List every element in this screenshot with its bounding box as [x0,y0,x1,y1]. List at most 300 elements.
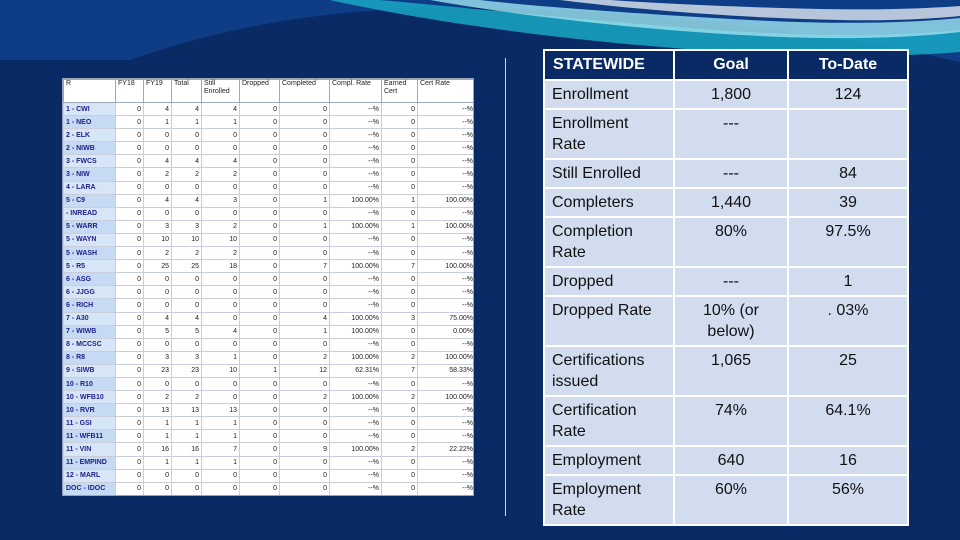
regional-cell: --% [330,469,382,482]
stat-goal: --- [674,159,788,188]
regional-cell: 0 [116,443,144,456]
statewide-row [544,80,908,109]
regional-cell: 62.31% [330,364,382,377]
regional-cell: --% [418,129,475,142]
regional-cell: 1 [280,220,330,233]
regional-cell: 100.00% [330,443,382,456]
regional-cell: 0 [240,233,280,246]
regional-cell: --% [418,299,475,312]
regional-header-cell: FY19 [144,80,172,103]
regional-cell: --% [330,377,382,390]
regional-row-label: 3 - FWCS [64,155,116,168]
stat-to-date: 97.5% [788,217,908,267]
regional-cell: 1 [172,430,202,443]
regional-cell: --% [418,456,475,469]
regional-cell: 0 [280,103,330,116]
regional-row-label: 10 - RVR [64,404,116,417]
regional-row [64,286,475,299]
regional-cell: 5 [144,325,172,338]
regional-cell: 0 [144,181,172,194]
regional-cell: --% [418,430,475,443]
regional-cell: 0 [280,181,330,194]
regional-cell: 3 [382,312,418,325]
statewide-row [544,188,908,217]
regional-cell: 0 [280,404,330,417]
regional-row-label: 8 - MCCSC [64,338,116,351]
regional-cell: 0 [280,286,330,299]
regional-cell: 0 [144,129,172,142]
regional-row [64,377,475,390]
regional-cell: 0 [172,299,202,312]
regional-row-label: 10 - WFB10 [64,391,116,404]
regional-cell: --% [330,273,382,286]
regional-cell: 7 [202,443,240,456]
regional-cell: 0 [172,207,202,220]
regional-cell: 0 [382,116,418,129]
regional-header-cell: Dropped [240,80,280,103]
regional-cell: 5 [172,325,202,338]
regional-row [64,430,475,443]
regional-cell: 0 [240,469,280,482]
regional-cell: 0.00% [418,325,475,338]
regional-cell: 1 [172,456,202,469]
regional-cell: 0 [280,273,330,286]
stat-to-date: 124 [788,80,908,109]
regional-cell: 18 [202,260,240,273]
regional-cell: 4 [172,103,202,116]
regional-cell: 0 [382,207,418,220]
regional-row-label: 3 - NIW [64,168,116,181]
regional-cell: 4 [144,155,172,168]
regional-cell: 0 [202,286,240,299]
regional-cell: 0 [172,482,202,495]
regional-cell: 0 [382,325,418,338]
regional-row [64,312,475,325]
statewide-table-container [543,49,907,526]
regional-row [64,233,475,246]
regional-row [64,142,475,155]
regional-row-label: 6 - ASG [64,273,116,286]
regional-cell: 1 [144,116,172,129]
regional-cell: 0 [116,377,144,390]
regional-row-label: 4 - LARA [64,181,116,194]
regional-row-label: 9 - SIWB [64,364,116,377]
regional-cell: 0 [280,299,330,312]
regional-cell: 1 [172,116,202,129]
stat-label: Dropped Rate [544,296,674,346]
regional-cell: 0 [382,181,418,194]
regional-row-label: 5 - R5 [64,260,116,273]
regional-cell: --% [418,286,475,299]
stat-to-date [788,109,908,159]
regional-row [64,391,475,404]
regional-cell: --% [418,155,475,168]
regional-cell: 23 [172,364,202,377]
regional-row [64,482,475,495]
regional-cell: 0 [280,377,330,390]
regional-cell: 0 [240,456,280,469]
regional-cell: 0 [172,129,202,142]
regional-row-label: 5 - WASH [64,247,116,260]
regional-cell: 0 [202,273,240,286]
regional-header-cell: Earned Cert [382,80,418,103]
stat-label: Completers [544,188,674,217]
regional-cell: 0 [202,469,240,482]
regional-cell: 0 [382,129,418,142]
regional-cell: 0 [116,207,144,220]
regional-cell: 0 [382,273,418,286]
regional-cell: 0 [240,404,280,417]
regional-cell: 0 [280,456,330,469]
stat-label: Certifications issued [544,346,674,396]
regional-cell: 0 [240,103,280,116]
regional-cell: 0 [172,273,202,286]
regional-row [64,469,475,482]
stat-to-date: 39 [788,188,908,217]
regional-cell: 0 [382,247,418,260]
regional-cell: 4 [172,155,202,168]
regional-cell: 1 [280,194,330,207]
regional-header-cell: Cert Rate [418,80,475,103]
regional-cell: 100.00% [330,260,382,273]
regional-cell: 0 [202,338,240,351]
regional-cell: 0 [116,233,144,246]
regional-cell: 100.00% [418,220,475,233]
regional-row-label: 6 - JJGG [64,286,116,299]
regional-row-label: 8 - R8 [64,351,116,364]
regional-cell: 0 [280,482,330,495]
regional-cell: 0 [280,116,330,129]
regional-cell: --% [418,273,475,286]
regional-cell: 0 [116,469,144,482]
statewide-row [544,346,908,396]
regional-cell: --% [418,338,475,351]
regional-cell: 0 [116,168,144,181]
regional-cell: 7 [280,260,330,273]
regional-cell: 0 [202,207,240,220]
regional-cell: 0 [280,155,330,168]
regional-row-label: 10 - R10 [64,377,116,390]
statewide-row [544,446,908,475]
regional-cell: 4 [172,312,202,325]
stat-goal: 60% [674,475,788,525]
regional-row [64,207,475,220]
regional-row-label: 11 - GSI [64,417,116,430]
regional-cell: 2 [280,351,330,364]
regional-cell: 0 [116,351,144,364]
divider-line [505,58,506,516]
regional-row [64,325,475,338]
regional-cell: 0 [280,338,330,351]
regional-row [64,417,475,430]
regional-cell: 0 [240,273,280,286]
regional-cell: 0 [240,247,280,260]
regional-cell: 0 [240,181,280,194]
statewide-row [544,109,908,159]
regional-row-label: 11 - WFB11 [64,430,116,443]
regional-cell: --% [330,168,382,181]
regional-cell: 0 [144,142,172,155]
regional-cell: 0 [202,299,240,312]
regional-cell: 0 [202,142,240,155]
regional-cell: 0 [116,456,144,469]
regional-cell: --% [330,155,382,168]
regional-cell: 0 [240,299,280,312]
regional-cell: 2 [144,247,172,260]
regional-cell: 100.00% [330,351,382,364]
regional-cell: 25 [144,260,172,273]
regional-cell: 0 [116,247,144,260]
regional-cell: 0 [382,469,418,482]
regional-cell: 0 [280,247,330,260]
regional-cell: 0 [280,142,330,155]
regional-cell: 0 [240,207,280,220]
regional-cell: 0 [116,220,144,233]
regional-row [64,103,475,116]
regional-row [64,338,475,351]
regional-cell: 0 [382,377,418,390]
regional-cell: 0 [240,312,280,325]
stat-goal: 1,065 [674,346,788,396]
regional-cell: 10 [144,233,172,246]
regional-cell: 16 [144,443,172,456]
regional-cell: 10 [202,364,240,377]
regional-row-label: 1 - CWI [64,103,116,116]
regional-row-label: 6 - RICH [64,299,116,312]
stat-goal: --- [674,267,788,296]
stat-goal: 74% [674,396,788,446]
regional-row-label: 11 - VIN [64,443,116,456]
stat-label: Completion Rate [544,217,674,267]
statewide-table [543,49,909,526]
regional-row-label: 2 - ELK [64,129,116,142]
stat-label: Enrollment [544,80,674,109]
regional-row [64,443,475,456]
regional-cell: --% [330,129,382,142]
regional-header-cell: R [64,80,116,103]
regional-cell: 0 [172,377,202,390]
stat-goal: 80% [674,217,788,267]
regional-cell: 0 [240,443,280,456]
regional-cell: 100.00% [418,194,475,207]
regional-row [64,247,475,260]
regional-row [64,299,475,312]
regional-cell: 0 [240,351,280,364]
regional-cell: 0 [240,338,280,351]
regional-row [64,155,475,168]
regional-cell: 0 [382,299,418,312]
regional-cell: 2 [172,247,202,260]
regional-cell: --% [418,116,475,129]
regional-cell: 2 [172,168,202,181]
regional-cell: --% [418,469,475,482]
regional-cell: --% [418,181,475,194]
regional-cell: 25 [172,260,202,273]
stat-to-date: . 03% [788,296,908,346]
regional-cell: 0 [172,286,202,299]
regional-cell: 1 [202,456,240,469]
regional-row-label: 2 - NIWB [64,142,116,155]
regional-cell: 2 [382,443,418,456]
regional-cell: 0 [116,129,144,142]
regional-cell: 0 [172,469,202,482]
regional-cell: --% [330,207,382,220]
regional-cell: --% [330,233,382,246]
regional-cell: 0 [240,430,280,443]
regional-cell: 22.22% [418,443,475,456]
regional-cell: 1 [144,417,172,430]
regional-cell: 0 [116,430,144,443]
regional-cell: 1 [382,220,418,233]
regional-cell: 0 [116,116,144,129]
regional-table-header [64,80,475,103]
regional-cell: 0 [280,233,330,246]
statewide-row [544,475,908,525]
stat-goal: --- [674,109,788,159]
stat-label: Employment [544,446,674,475]
statewide-row [544,396,908,446]
regional-cell: 3 [144,220,172,233]
regional-cell: 0 [240,116,280,129]
regional-header-cell: Total [172,80,202,103]
regional-row-label: - INREAD [64,207,116,220]
regional-cell: --% [418,247,475,260]
regional-cell: 0 [240,286,280,299]
regional-cell: 16 [172,443,202,456]
regional-cell: 0 [144,469,172,482]
regional-row [64,116,475,129]
regional-cell: 0 [116,338,144,351]
regional-cell: 0 [202,129,240,142]
regional-cell: 0 [116,260,144,273]
regional-cell: --% [330,103,382,116]
regional-cell: 4 [144,103,172,116]
stat-goal: 1,440 [674,188,788,217]
stat-label: Employment Rate [544,475,674,525]
regional-cell: 100.00% [330,325,382,338]
regional-header-cell: FY18 [116,80,144,103]
regional-cell: 0 [202,181,240,194]
header-goal: Goal [674,50,788,80]
regional-cell: 0 [116,391,144,404]
regional-cell: 0 [144,207,172,220]
regional-row-label: 7 - WIWB [64,325,116,338]
regional-cell: 0 [382,142,418,155]
regional-row-label: 5 - C9 [64,194,116,207]
regional-cell: 1 [280,325,330,338]
regional-cell: 0 [240,129,280,142]
regional-cell: 0 [280,168,330,181]
regional-cell: 2 [144,391,172,404]
regional-cell: --% [418,168,475,181]
regional-cell: 0 [172,142,202,155]
regional-cell: 0 [382,417,418,430]
regional-row-label: 5 - WARR [64,220,116,233]
regional-cell: 0 [144,273,172,286]
regional-cell: 0 [280,129,330,142]
regional-cell: 0 [116,286,144,299]
regional-cell: 58.33% [418,364,475,377]
regional-cell: 0 [116,155,144,168]
regional-row-label: 5 - WAYN [64,233,116,246]
stat-to-date: 16 [788,446,908,475]
regional-cell: 13 [144,404,172,417]
regional-cell: 1 [202,116,240,129]
regional-cell: 3 [202,194,240,207]
statewide-row [544,267,908,296]
regional-cell: --% [330,482,382,495]
regional-row [64,260,475,273]
regional-row [64,364,475,377]
regional-cell: 0 [116,103,144,116]
regional-cell: 0 [280,207,330,220]
regional-cell: 0 [280,417,330,430]
regional-cell: 2 [382,391,418,404]
regional-cell: 0 [240,325,280,338]
regional-row [64,129,475,142]
regional-cell: 0 [202,482,240,495]
regional-cell: --% [330,338,382,351]
regional-cell: 3 [172,220,202,233]
regional-cell: 0 [116,142,144,155]
regional-cell: 0 [382,404,418,417]
regional-cell: 0 [240,260,280,273]
regional-cell: 3 [144,351,172,364]
stat-label: Enrollment Rate [544,109,674,159]
regional-cell: 100.00% [418,391,475,404]
regional-cell: 12 [280,364,330,377]
regional-cell: 0 [382,430,418,443]
regional-cell: 0 [382,155,418,168]
regional-row-label: DOC - IDOC [64,482,116,495]
regional-cell: 0 [280,430,330,443]
regional-cell: 0 [144,338,172,351]
regional-cell: 0 [382,168,418,181]
regional-cell: --% [330,456,382,469]
regional-cell: --% [418,207,475,220]
regional-cell: --% [330,430,382,443]
regional-cell: --% [418,404,475,417]
regional-cell: 0 [240,377,280,390]
regional-cell: 4 [280,312,330,325]
regional-cell: 4 [172,194,202,207]
regional-header-cell: Still Enrolled [202,80,240,103]
regional-cell: --% [418,233,475,246]
regional-cell: 0 [240,391,280,404]
regional-cell: 10 [202,233,240,246]
stat-to-date: 64.1% [788,396,908,446]
regional-cell: 7 [382,260,418,273]
regional-cell: 0 [116,417,144,430]
regional-cell: 4 [202,155,240,168]
stat-to-date: 84 [788,159,908,188]
regional-cell: 1 [172,417,202,430]
header-to-date: To-Date [788,50,908,80]
regional-cell: --% [330,181,382,194]
regional-cell: 0 [116,194,144,207]
regional-cell: 100.00% [418,351,475,364]
stat-goal: 1,800 [674,80,788,109]
regional-cell: 23 [144,364,172,377]
regional-cell: 10 [172,233,202,246]
regional-cell: 0 [382,482,418,495]
regional-cell: 75.00% [418,312,475,325]
regional-cell: 0 [240,155,280,168]
regional-cell: 1 [202,351,240,364]
regional-cell: 0 [240,142,280,155]
regional-cell: --% [418,103,475,116]
regional-cell: 0 [240,220,280,233]
